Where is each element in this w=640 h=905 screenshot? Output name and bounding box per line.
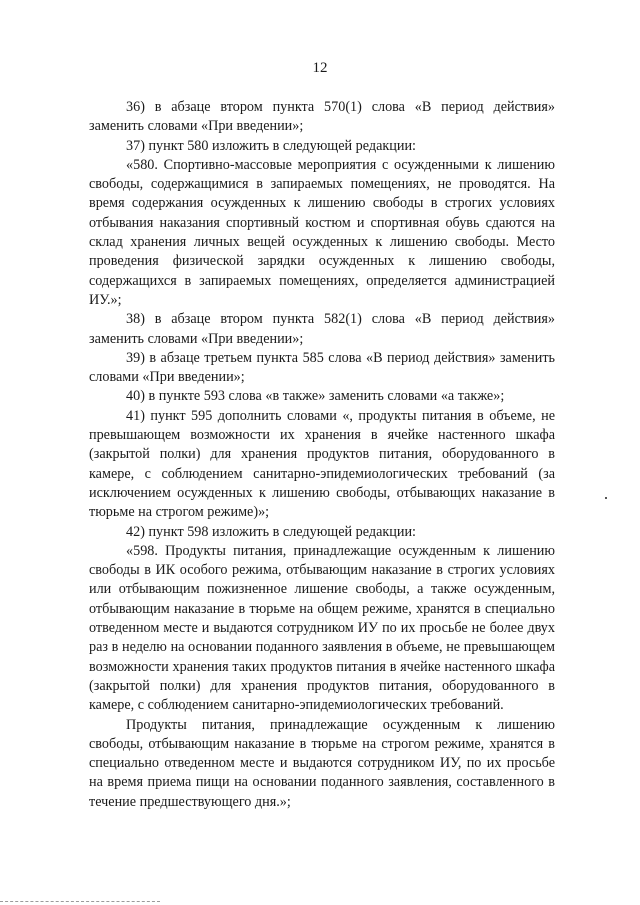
paragraph-quote-580: «580. Спортивно-массовые мероприятия с осужденными к лишению свободы, содержащимися в запираемых помещениях, не проводятся. На время содержания осужденных к лишению свободы в строгих условиях отбывания наказания спортивный костюм и спортивная обувь сдаются на склад хранения личных вещей осужденных к лишению свободы. Место проведения физической зарядки осужденных к лишению свободы, содержащихся в запираемых помещениях, определяется администрацией ИУ.»; xyxy=(89,156,555,308)
paragraph-item-42: 42) пункт 598 изложить в следующей редакции: xyxy=(126,523,416,540)
scan-mark xyxy=(605,497,607,499)
bottom-edge-line xyxy=(0,901,160,903)
paragraph-item-41: 41) пункт 595 дополнить словами «, продукты питания в объеме, не превышающем возможности их хранения в ячейке настенного шкафа (закрытой полки) для хранения продуктов питания, оборудованного в камере, с соблюдением санитарно-эпидемиологических требований (за исключением осужденных к лишению свободы, отбывающих наказание в тюрьме на строгом режиме)»; xyxy=(89,407,555,521)
paragraph-item-40: 40) в пункте 593 слова «в также» заменить словами «а также»; xyxy=(126,388,505,405)
paragraph-item-39: 39) в абзаце третьем пункта 585 слова «В период действия» заменить словами «При введении»; xyxy=(89,349,555,386)
paragraph-item-37: 37) пункт 580 изложить в следующей редакции: xyxy=(126,137,416,154)
paragraph-quote-598: «598. Продукты питания, принадлежащие осужденным к лишению свободы в ИК особого режима, отбывающим наказание в строгих условиях или отбывающим пожизненное лишение свободы, а также осужденным, отбывающим наказание в тюрьме на общем режиме, хранятся в специально отведенном месте и выдаются сотрудником ИУ по их просьбе не более двух раз в неделю на основании поданного заявления в объеме, не превышающем возможности хранения таких продуктов питания в ячейке настенного шкафа (закрытой полки) для хранения продуктов питания, оборудованного в камере, с соблюдением санитарно-эпидемиологических требований. xyxy=(89,542,555,714)
page-number: 12 xyxy=(312,60,328,76)
document-body xyxy=(89,98,555,812)
paragraph-quote-598-cont: Продукты питания, принадлежащие осужденным к лишению свободы, отбывающим наказание в тюрьме на строгом режиме, хранятся в специально отведенном месте и выдаются сотрудником ИУ, по их просьбе на время приема пищи на основании поданного заявления, составленного в течение предшествующего дня.»; xyxy=(89,716,555,810)
paragraph-item-38: 38) в абзаце втором пункта 582(1) слова «В период действия» заменить словами «При введении»; xyxy=(89,311,555,347)
paragraph-item-36: 36) в абзаце втором пункта 570(1) слова «В период действия» заменить словами «При введении»; xyxy=(89,99,555,135)
